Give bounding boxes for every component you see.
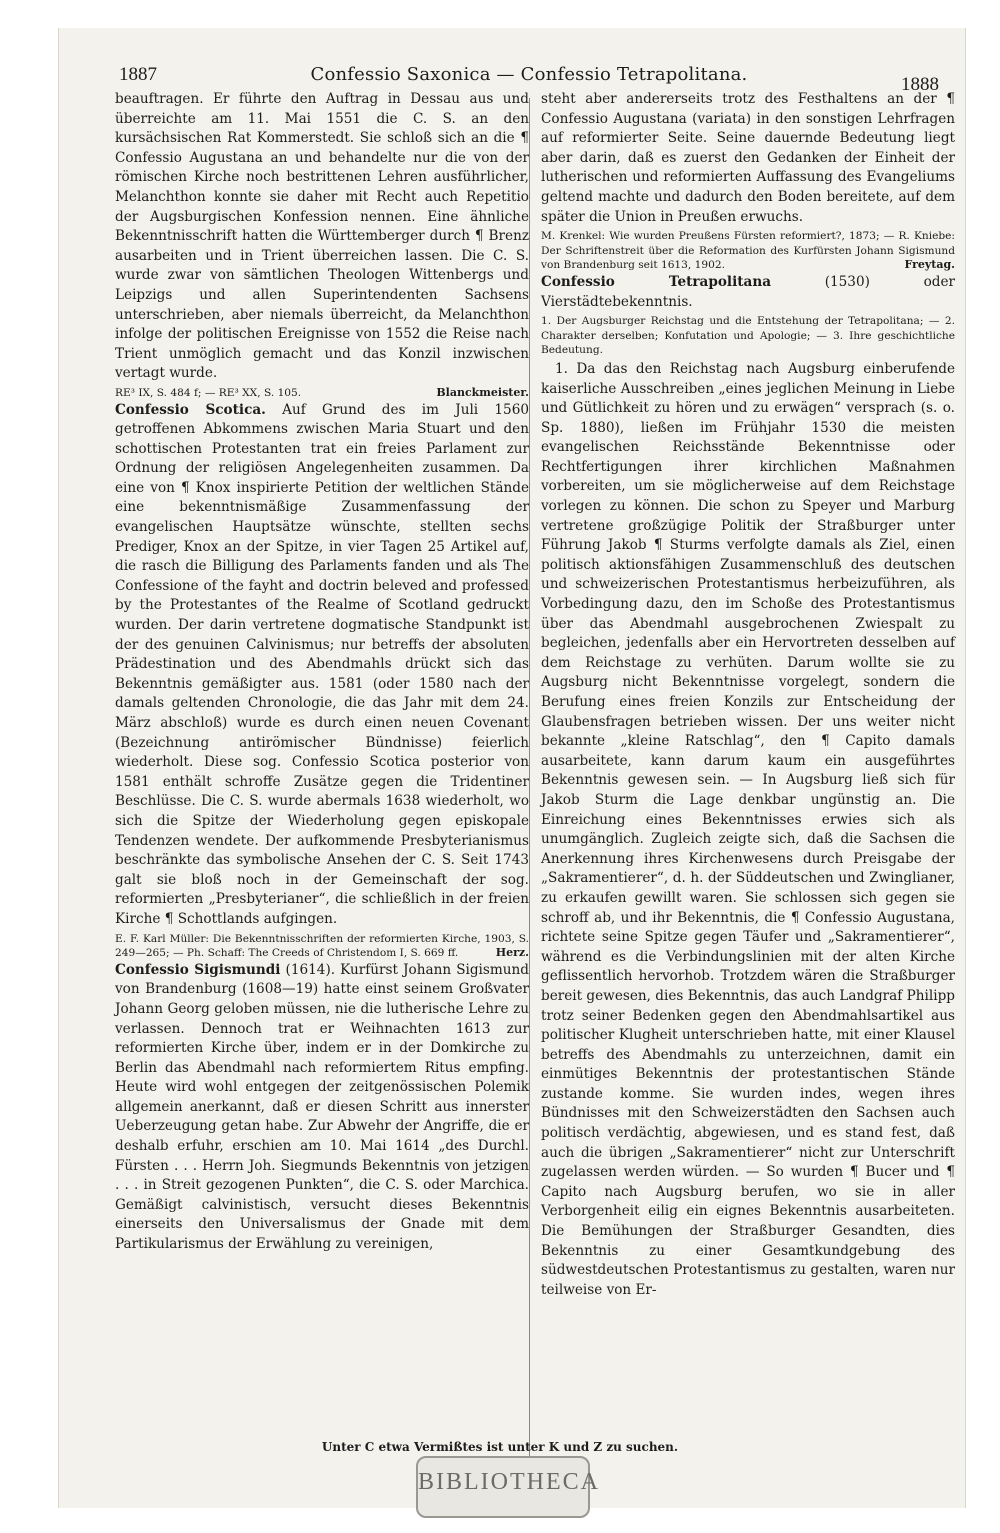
- entry-confessio-tetrapolitana-heading: [541, 273, 955, 312]
- paragraph-saxonica-end: beauftragen. Er führte den Auftrag in Dessau aus und überreichte am 11. Mai 1551 die C. S. an den kursächsischen Rat Kommerstedt. Sie schloß sich an die ¶ Confessio Augustana an und behandelte nur die von der römischen Kirche noch bestrittenen Lehren ausführlicher, Melanchthon konnte sie daher mit Recht auch Repetitio der Augsburgischen Konfession nennen. Eine ähnliche Bekenntnisschrift hatten die Württemberger durch ¶ Brenz ausarbeiten und in Trient überreichen lassen. Die C. S. wurde zwar von sämtlichen Theologen Wittenbergs und Leipzigs und allen Superintendenten Sachsens unterschrieben, aber niemals überreicht, da Melanchthon infolge der politischen Ereignisse von 1552 die Reise nach Trient unmöglich gemacht und das Konzil inzwischen vertagt wurde.: [115, 91, 529, 382]
- library-stamp: BIBLIOTHECA: [416, 1456, 590, 1518]
- entry-confessio-sigismundi: [115, 961, 529, 1255]
- paragraph-tetrapolitana: 1. Da das den Reichstag nach Augsburg einberufende kaiserliche Ausschreiben „eines jeglichen Meinung in Liebe und Gütlichkeit zu hören und zu erwägen“ versprach (s. o. Sp. 1880), ließen im Frühjahr 1530 die meisten evangelischen Reichsstände Bekenntnisse oder Rechtfertigungen ihrer kirchlichen Maßnahmen vorbereiten, um sie möglicherweise auf dem Reichstage vorlegen zu können. Die schon zu Speyer und Marburg vertretene großzügige Politik der Straßburger unter Führung Jakob ¶ Sturms verfolgte damals als Ziel, einen politisch aktionsfähigen Zusammenschluß des deutschen und schweizerischen Protestantismus herbeizuführen, als Vorbedingung dazu, den im Schoße des Protestantismus über das Abendmahl ausgebrochenen Zwiespalt zu begleichen, jedenfalls aber ein Hervortreten desselben auf dem Reichstage zu verhüten. Darum wollte sie zu Augsburg nicht Bekenntnisse vorgelegt, sondern die Berufung eines freien Konzils zur Entscheidung der Glaubensfragen betrieben wissen. Der uns weiter nicht bekannte „kleine Ratschlag“, den ¶ Capito damals ausarbeitete, kann darum kaum ein ausgeführtes Bekenntnis gewesen sein. — In Augsburg ließ sich für Jakob Sturm die Lage denkbar ungünstig an. Die Einreichung eines Bekenntnisses erwies sich als unumgänglich. Zugleich zeigte sich, daß die Sachsen die Anerkennung ihres Kirchenwesens durch Preisgabe der „Sakramentierer“, d. h. der Süddeutschen und Zwinglianer, zu erkaufen gewillt waren. Sie schlossen sich gegen sie schroff ab, und ihr Bekenntnis, die ¶ Confessio Augustana, richtete seine Spitze gegen Täufer und „Sakramentierer“, während es die Verbindungslinien mit der alten Kirche geflissentlich hervorhob. Trotzdem wären die Straßburger bereit gewesen, dies Bekenntnis, das auch Landgraf Philipp trotz seiner Bedenken gegen den Abendmahlsartikel aus politischer Klugheit unterschrieben hatte, mit einer Klausel betreffs des Abendmahls zu unterzeichnen, damit ein einmütiges Bekenntnis der protestantischen Stände zustande komme. Sie wurden indes, wegen ihres Bündnisses mit den Schweizerstädten den Sachsen auch politisch verdächtig, abgewiesen, und es stand fest, daß auch die übrigen „Sakramentierer“ nicht zur Unterschrift zugelassen werden würden. — So wurden ¶ Bucer und ¶ Capito nach Augsburg berufen, wo sie in aller Verborgenheit eilig ein eignes Bekenntnis ausarbeiteten. Die Bemühungen der Straßburger Gesandten, dies Bekenntnis zu einer Gesamtkundgebung des südwestdeutschen Protestantismus zu gestalten, waren nur teilweise von Er-: [541, 360, 955, 1298]
- entry-text: Auf Grund des im Juli 1560 getroffenen Abkommens zwischen Maria Stuart und den schottischen Protestanten trat ein freies Parlament zur Ordnung der religiösen Angelegenheiten zusammen. Da eine von ¶ Knox inspirierte Petition der weltlichen Stände eine bekenntnismäßige Zusammenfassung der evangelischen Hauptsätze wünschte, stellten sechs Prediger, Knox an der Spitze, in vier Tagen 25 Artikel auf, die rasch die Billigung des Parlaments fanden und als The Confessione of the fayht and doctrin beleved and professed by the Protestantes of the Realme of Scotland gedruckt wurden. Der darin vertretene dogmatische Standpunkt ist der des genuinen Calvinismus; nur betreffs der absoluten Prädestination und des Abendmahls drückt sich das Bekenntnis gemäßigter aus. 1581 (oder 1580 nach der damals geltenden Chronologie, die das Jahr mit dem 24. März abschloß) wurde es durch einen neuen Covenant (Bezeichnung antirömischer Bündnisse) feierlich wiederholt. Diese sog. Confessio Scotica posterior von 1581 enthält schroffe Zusätze gegen die Tridentiner Beschlüsse. Die C. S. wurde abermals 1638 wiederholt, wo sich die Spitze der Wiederholung gegen episkopale Tendenzen wendete. Der aufkommende Presbyterianismus beschränkte das symbolische Ansehen der C. S. Seit 1743 galt sie bloß noch in der Gemeinschaft der sog. reformierten „Presbyterianer“, die schließlich in der freien Kirche ¶ Schottlands aufgingen.: [115, 401, 529, 927]
- entry-title: Confessio Scotica.: [115, 401, 266, 418]
- reference-sigismundi: [541, 229, 955, 273]
- page-header: [119, 48, 939, 95]
- author-signature: Herz.: [495, 946, 529, 960]
- author-signature: Freytag.: [904, 258, 955, 272]
- entry-title: Confessio Tetrapolitana: [541, 273, 772, 290]
- entry-subtitle: (1530) oder Vierstädtebekenntnis.: [541, 273, 956, 310]
- reference-saxonica: [115, 386, 529, 401]
- author-signature: Blanckmeister.: [436, 385, 529, 399]
- reference-text: RE³ IX, S. 484 f; — RE³ XX, S. 105.: [115, 386, 302, 399]
- reference-text: M. Krenkel: Wie wurden Preußens Fürsten reformiert?, 1873; — R. Kniebe: Der Schriftenstreit über die Reformation des Kurfürsten Johann Sigismund von Brandenburg seit 1613, 1902.: [541, 230, 955, 272]
- entry-text: (1614). Kurfürst Johann Sigismund von Brandenburg (1608—19) hatte einst seinem Großvater Johann Georg geloben müssen, nie die lutherische Lehre zu verlassen. Dennoch trat er Weihnachten 1613 zur reformierten Kirche über, indem er in der Domkirche zu Berlin das Abendmahl nach reformiertem Ritus empfing. Heute wird wohl entgegen der zeitgenössischen Polemik allgemein anerkannt, daß er diesen Schritt aus innerster Ueberzeugung getan habe. Zur Abwehr der Angriffe, die er deshalb erfuhr, erschien am 10. Mai 1614 „des Durchl. Fürsten . . . Herrn Joh. Siegmunds Bekenntnis von jetzigen . . . in Streit gezogenen Punkten“, die C. S. oder Marchica. Gemäßigt calvinistisch, versucht dieses Bekenntnis einerseits den Universalismus der Gnade mit dem Partikularismus der Erwählung zu vereinigen,: [115, 961, 529, 1253]
- entry-confessio-scotica: [115, 401, 529, 930]
- entry-title: Confessio Sigismundi: [115, 961, 281, 978]
- column-divider: [529, 98, 530, 1478]
- document-page: [58, 28, 966, 1508]
- paragraph-sigismundi-end: steht aber andererseits trotz des Festhaltens an der ¶ Confessio Augustana (variata) in den sonstigen Lehrfragen auf reformierter Seite. Seine dauernde Bedeutung liegt aber darin, daß es zuerst den Gedanken der Einheit der lutherischen und reformierten Auffassung des Evangeliums geltend machte und dadurch den Boden bereitete, auf dem später die Union in Preußen erwuchs.: [541, 91, 955, 225]
- right-column-number: 1888: [901, 74, 939, 95]
- section-outline: 1. Der Augsburger Reichstag und die Entstehung der Tetrapolitana; — 2. Charakter derselben; Konfutation und Apologie; — 3. Ihre geschichtliche Bedeutung.: [541, 315, 955, 357]
- right-column: [541, 90, 955, 1300]
- left-column: [115, 90, 529, 1255]
- footer-note: Unter C etwa Vermißtes ist unter K und Z zu suchen.: [321, 1440, 679, 1454]
- reference-text: E. F. Karl Müller: Die Bekenntnisschriften der reformierten Kirche, 1903, S. 249—265; — Ph. Schaff: The Creeds of Christendom I, S. 669 ff.: [115, 932, 529, 960]
- reference-scotica: [115, 932, 529, 961]
- running-title: Confessio Saxonica — Confessio Tetrapolitana.: [310, 64, 748, 85]
- left-column-number: 1887: [119, 64, 157, 85]
